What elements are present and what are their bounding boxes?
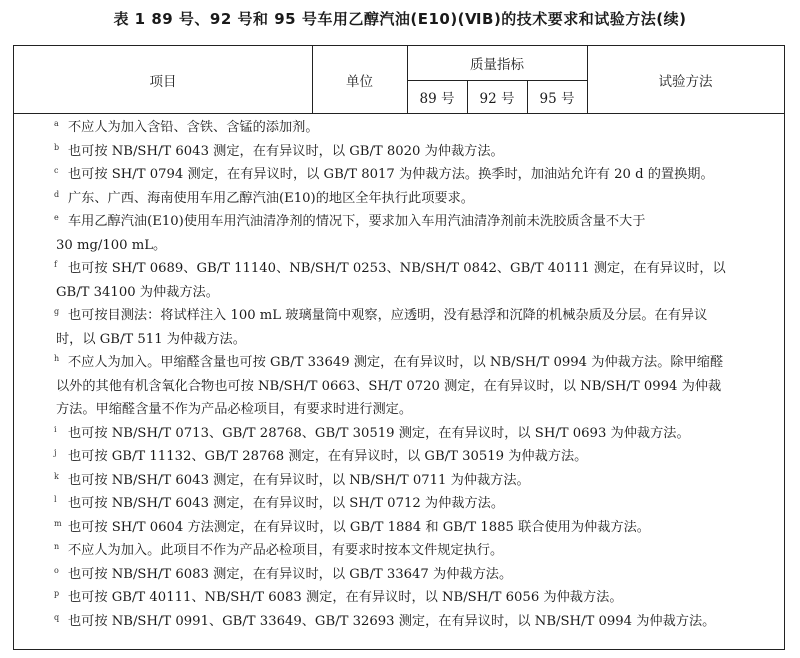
footnote-l — [68, 492, 768, 516]
footnote-q — [68, 610, 768, 634]
footnote-mark: h — [54, 354, 60, 363]
footnote-mark: d — [54, 189, 60, 199]
footnote-line: 方法。甲缩醛含量不作为产品必检项目，有要求时进行测定。 — [56, 402, 413, 417]
footnote-line: 也可按 SH/T 0604 方法测定，在有异议时，以 GB/T 1884 和 GB/T 1885 联合使用为仲裁方法。 — [68, 519, 650, 535]
footnote-a — [68, 116, 768, 140]
footnote-mark: a — [54, 119, 59, 128]
footnote-line: 也可按目测法：将试样注入 100 mL 玻璃量筒中观察，应透明，没有悬浮和沉降的机械杂质及分层。在有异议 — [68, 308, 708, 323]
footnote-k — [68, 469, 768, 493]
footnote-mark: l — [54, 495, 57, 504]
footnote-g — [56, 304, 768, 351]
footnote-mark: i — [54, 424, 57, 434]
footnote-f — [56, 257, 768, 304]
footnote-mark: p — [54, 589, 60, 598]
header-unit: 单位 — [346, 73, 373, 90]
footnote-p — [68, 586, 768, 610]
footnote-m — [68, 516, 768, 540]
footnote-line: 30 mg/100 mL。 — [56, 237, 167, 253]
header-item: 项目 — [149, 73, 177, 90]
footnote-line: 不应人为加入。此项目不作为产品必检项目，有要求时按本文件规定执行。 — [68, 543, 504, 558]
footnote-d — [68, 187, 768, 211]
footnote-line: 车用乙醇汽油(E10)使用车用汽油清净剂的情况下，要求加入车用汽油清净剂前未洗胶质含量不大于 — [68, 214, 646, 229]
footnote-line: 不应人为加入含铅、含铁、含锰的添加剂。 — [68, 120, 319, 135]
footnote-mark: e — [54, 213, 59, 222]
footnote-i — [68, 422, 768, 446]
footnote-mark: q — [54, 612, 60, 622]
footnote-mark: g — [54, 307, 60, 316]
footnote-line: 也可按 NB/SH/T 6043 测定，在有异议时，以 NB/SH/T 0711 为仲裁方法。 — [68, 472, 530, 488]
footnote-line: 不应人为加入。甲缩醛含量也可按 GB/T 33649 测定，在有异议时，以 NB/SH/T 0994 为仲裁方法。除甲缩醛 — [68, 355, 724, 370]
footnote-mark: n — [54, 542, 60, 551]
footnote-mark: o — [54, 565, 59, 575]
footnote-c — [68, 163, 768, 187]
header-quality: 质量指标 — [470, 57, 524, 73]
footnote-mark: f — [54, 260, 57, 269]
footnote-line: 以外的其他有机含氧化合物也可按 NB/SH/T 0663、SH/T 0720 测定，在有异议时，以 NB/SH/T 0994 为仲裁 — [56, 378, 722, 394]
footnote-n — [68, 539, 768, 563]
footnote-mark: k — [54, 471, 59, 481]
footnote-line: 也可按 NB/SH/T 0713、GB/T 28768、GB/T 30519 测定，在有异议时，以 SH/T 0693 为仲裁方法。 — [68, 425, 690, 441]
table-title: 表 1 89 号、92 号和 95 号车用乙醇汽油(E10)(ⅥB)的技术要求和试验方法(续) — [113, 10, 687, 28]
footnote-mark: j — [54, 448, 57, 457]
footnote-line: GB/T 34100 为仲裁方法。 — [56, 284, 219, 300]
header-grade-95: 95 号 — [539, 90, 575, 107]
footnote-mark: b — [54, 142, 60, 152]
header-grade-92: 92 号 — [479, 90, 515, 107]
footnote-mark: c — [54, 166, 59, 175]
footnote-h — [56, 351, 768, 422]
footnote-line: 也可按 NB/SH/T 6043 测定，在有异议时，以 GB/T 8020 为仲裁方法。 — [68, 143, 504, 159]
header-method: 试验方法 — [658, 73, 713, 90]
footnote-line: 也可按 SH/T 0794 测定，在有异议时，以 GB/T 8017 为仲裁方法。换季时，加油站允许有 20 d 的置换期。 — [68, 167, 714, 182]
footnote-line: 广东、广西、海南使用车用乙醇汽油(E10)的地区全年执行此项要求。 — [68, 190, 474, 206]
header-grade-89: 89 号 — [419, 90, 455, 107]
footnote-j — [68, 445, 768, 469]
footnote-o — [68, 563, 768, 587]
footnote-line: 也可按 GB/T 11132、GB/T 28768 测定，在有异议时，以 GB/T 30519 为仲裁方法。 — [68, 449, 588, 464]
footnote-b — [68, 140, 768, 164]
footnote-line: 时，以 GB/T 511 为仲裁方法。 — [56, 331, 246, 347]
footnote-line: 也可按 SH/T 0689、GB/T 11140、NB/SH/T 0253、NB/SH/T 0842、GB/T 40111 测定，在有异议时，以 — [68, 261, 726, 276]
footnote-line: 也可按 NB/SH/T 6083 测定，在有异议时，以 GB/T 33647 为仲裁方法。 — [68, 566, 513, 582]
footnote-line: 也可按 GB/T 40111、NB/SH/T 6083 测定，在有异议时，以 NB/SH/T 6056 为仲裁方法。 — [68, 590, 623, 605]
footnote-line: 也可按 NB/SH/T 0991、GB/T 33649、GB/T 32693 测定，在有异议时，以 NB/SH/T 0994 为仲裁方法。 — [68, 613, 716, 629]
header-bottom-rule — [14, 113, 784, 114]
footnote-mark: m — [54, 518, 62, 528]
footnote-e — [56, 210, 768, 257]
footnote-line: 也可按 NB/SH/T 6043 测定，在有异议时，以 SH/T 0712 为仲裁方法。 — [68, 496, 505, 511]
